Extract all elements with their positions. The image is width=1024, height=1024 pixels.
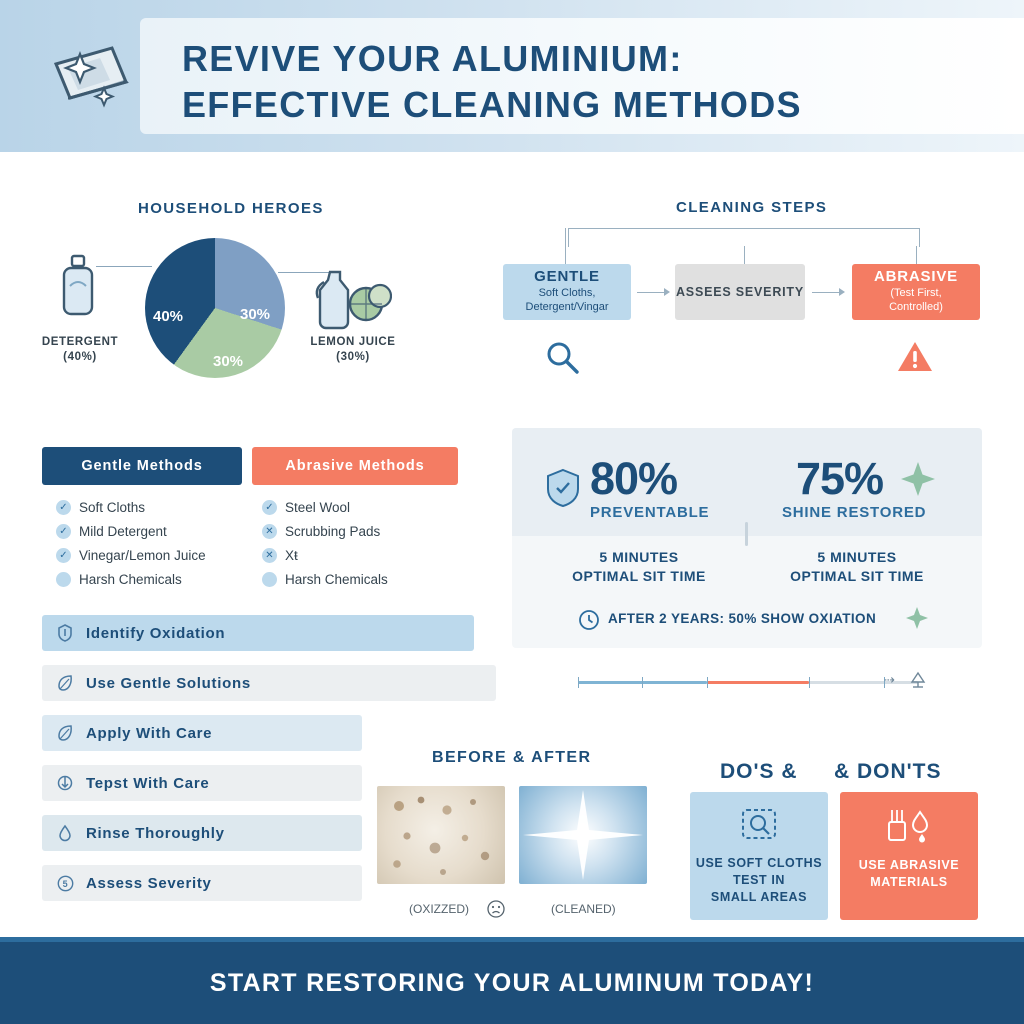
step-box-assess[interactable] (675, 264, 805, 320)
sparkle-icon (898, 460, 938, 505)
header-banner (0, 0, 1024, 152)
cloth-magnifier-icon (739, 806, 779, 847)
abrasive-item-3 (262, 572, 388, 587)
household-pie-chart (145, 238, 285, 378)
droplet-shield-icon (56, 624, 74, 642)
footer-cta-text: START RESTORING YOUR ALUMINUM TODAY! (209, 968, 815, 997)
abrasive-item-0 (262, 500, 350, 515)
step-box-gentle[interactable] (503, 264, 631, 320)
timeline-tick-3 (809, 677, 810, 688)
before-image (377, 786, 505, 884)
leaf-icon (56, 674, 74, 692)
sparkle-metal-sheet-icon (38, 36, 138, 120)
process-bar-1-label: Use Gentle Solutions (86, 674, 251, 692)
stat-mid-left (534, 548, 744, 586)
water-drop-icon (56, 824, 74, 842)
stat-mid-right-line2: OPTIMAL SIT TIME (790, 568, 924, 584)
page-title (182, 36, 982, 128)
arrow-gentle-to-assess (637, 292, 665, 293)
stat-mid-left-line2: OPTIMAL SIT TIME (572, 568, 706, 584)
do-box[interactable] (690, 792, 828, 920)
stat-mid-right (752, 548, 962, 586)
steel-wool-brush-icon (882, 806, 936, 849)
household-heroes-title: HOUSEHOLD HEROES (138, 200, 324, 217)
timeline-track[interactable] (578, 681, 918, 684)
stats-panel (512, 428, 982, 648)
stats-footnote: AFTER 2 YEARS: 50% SHOW OXIATION (608, 611, 877, 626)
arrow-head-2 (839, 288, 845, 296)
process-bar-4[interactable] (42, 815, 362, 851)
step-abrasive-sub: (Test First, Controlled) (889, 287, 943, 313)
sparkle-icon-small (904, 606, 930, 637)
magnifier-icon (542, 338, 582, 383)
process-bar-1[interactable] (42, 665, 496, 701)
legend-detergent-label: DETERGENT (41, 336, 119, 348)
warning-triangle-icon (896, 338, 934, 381)
do-box-text: USE SOFT CLOTHS TEST IN SMALL AREAS (695, 856, 823, 904)
check-icon: ✓ (262, 500, 277, 515)
shield-icon (546, 468, 580, 513)
abrasive-item-0-label: Steel Wool (285, 500, 351, 515)
process-bar-2[interactable] (42, 715, 362, 751)
stats-divider (745, 522, 748, 546)
arrow-head-1 (664, 288, 670, 296)
pie-label-vinegar: 30% (213, 353, 244, 370)
gentle-item-1-label: Mild Detergent (79, 524, 167, 539)
step-box-abrasive[interactable] (852, 264, 980, 320)
process-bar-2-label: Apply With Care (86, 724, 213, 742)
cross-icon: ✕ (262, 548, 277, 563)
legend-connector-left (96, 266, 152, 267)
dont-box-text: USE ABRASIVE MATERIALS (858, 858, 960, 889)
before-after-title: BEFORE & AFTER (432, 749, 592, 766)
pie-label-detergent: 40% (153, 308, 184, 325)
after-caption: (CLEANED) (551, 902, 616, 916)
gentle-item-1 (56, 524, 167, 539)
blank-dot-icon (56, 572, 71, 587)
steps-bracket-mid-leg (744, 246, 745, 264)
sad-face-icon (487, 900, 505, 923)
stat-mid-right-line1: 5 MINUTES (817, 549, 897, 565)
check-icon: ✓ (56, 548, 71, 563)
abrasive-item-2-label: Xŧ (285, 548, 298, 563)
legend-lemon-value: (30%) (336, 351, 370, 363)
blank-dot-icon (262, 572, 277, 587)
timeline-segment-coral (707, 681, 809, 684)
dont-box[interactable] (840, 792, 978, 920)
stat-left-value: 80% (590, 453, 678, 504)
check-icon: ✓ (56, 524, 71, 539)
abrasive-item-3-label: Harsh Chemicals (285, 572, 388, 587)
timeline-tick-0 (578, 677, 579, 688)
before-caption: (OXIZZED) (409, 902, 469, 916)
gentle-item-0-label: Soft Cloths (79, 500, 146, 515)
gentle-methods-header[interactable]: Gentle Methods (42, 447, 242, 485)
after-image (519, 786, 647, 884)
legend-detergent-value: (40%) (63, 351, 97, 363)
gentle-item-2 (56, 548, 206, 563)
process-bar-5-label: Assess Severity (86, 874, 212, 892)
abrasive-methods-header[interactable]: Abrasive Methods (252, 447, 458, 485)
lamp-icon (908, 670, 928, 695)
process-bar-0-label: Identify Oxidation (86, 624, 226, 642)
legend-detergent (20, 335, 140, 365)
step-assess-title: ASSEES SEVERITY (675, 285, 804, 299)
stat-right-value: 75% (796, 453, 884, 504)
lemon-bottle-icon (306, 264, 392, 335)
process-bar-0[interactable] (42, 615, 474, 651)
process-bar-4-label: Rinse Thoroughly (86, 824, 225, 842)
steps-bracket-right-leg (916, 246, 917, 264)
flask-icon (56, 774, 74, 792)
cleaning-steps-title: CLEANING STEPS (676, 199, 828, 216)
check-icon: ✓ (56, 500, 71, 515)
abrasive-item-1 (262, 524, 380, 539)
pie-label-lemon: 30% (240, 306, 271, 323)
gentle-item-0 (56, 500, 145, 515)
donts-title: & DON'TS (834, 760, 942, 783)
legend-lemon-juice (288, 335, 418, 365)
clock-icon (578, 609, 600, 636)
abrasive-item-2 (262, 548, 298, 563)
timeline-segment-grey (809, 681, 918, 684)
steps-bracket-left-leg (565, 228, 566, 264)
footer-cta-banner (0, 942, 1024, 1024)
stat-left-label: PREVENTABLE (590, 504, 710, 521)
process-bar-3[interactable] (42, 765, 362, 801)
dos-title: DO'S & (720, 760, 798, 783)
arrow-right-icon: ⇢ (884, 672, 895, 687)
svg-text:5: 5 (62, 878, 68, 889)
timeline-tick-1 (642, 677, 643, 688)
page-title-line1: REVIVE YOUR ALUMINIUM: (182, 38, 683, 79)
leaf-icon (56, 724, 74, 742)
step-gentle-title: GENTLE (534, 268, 600, 285)
stat-right-label: SHINE RESTORED (782, 504, 927, 521)
gentle-item-3-label: Harsh Chemicals (79, 572, 182, 587)
step-gentle-sub: Soft Cloths, Detergent/Vingar (525, 287, 609, 313)
cross-icon: ✕ (262, 524, 277, 539)
arrow-assess-to-abrasive (812, 292, 840, 293)
steps-bracket (568, 228, 920, 247)
step-abrasive-title: ABRASIVE (874, 268, 958, 285)
timeline-tick-2 (707, 677, 708, 688)
abrasive-item-1-label: Scrubbing Pads (285, 524, 381, 539)
detergent-bottle-icon (58, 252, 100, 329)
legend-lemon-label: LEMON JUICE (310, 336, 396, 348)
number-five-icon (56, 874, 74, 892)
page-title-line2: EFFECTIVE CLEANING METHODS (182, 84, 802, 125)
gentle-item-2-label: Vinegar/Lemon Juice (79, 548, 206, 563)
gentle-item-3 (56, 572, 182, 587)
process-bar-3-label: Tepst With Care (86, 774, 210, 792)
stat-mid-left-line1: 5 MINUTES (599, 549, 679, 565)
process-bar-5[interactable] (42, 865, 362, 901)
